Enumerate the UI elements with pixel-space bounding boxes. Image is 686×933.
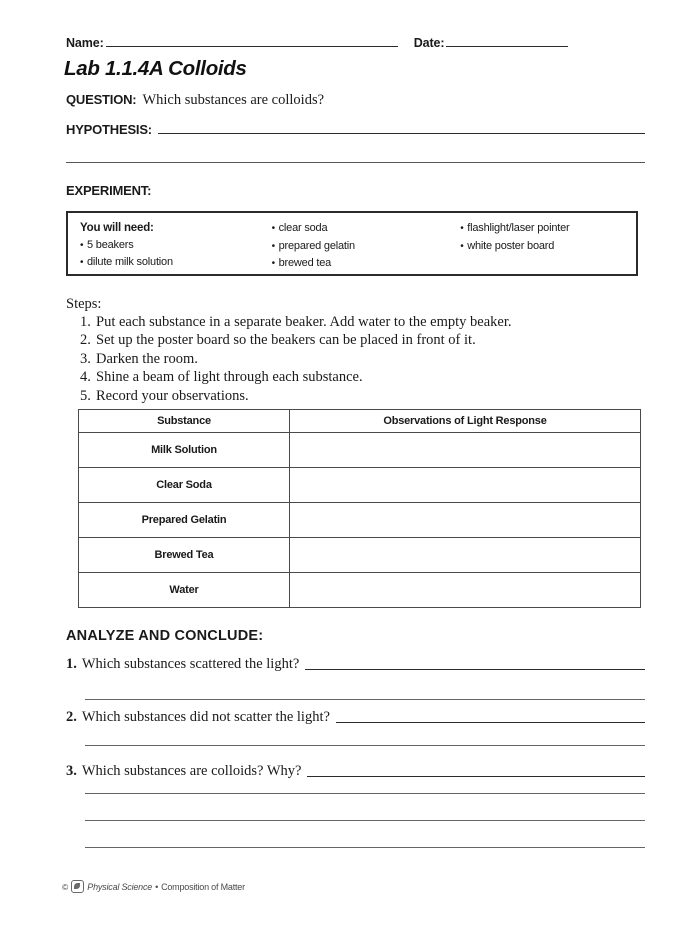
page-title: Lab 1.1.4A Colloids [64, 57, 247, 80]
cell-observation[interactable] [290, 433, 641, 468]
step-item [66, 350, 646, 368]
question-label: QUESTION: [66, 92, 137, 107]
answer-write-line[interactable] [85, 745, 645, 746]
step-number: 3. [80, 350, 91, 367]
step-number: 2. [80, 332, 91, 349]
cell-observation[interactable] [290, 468, 641, 503]
material-item [272, 255, 461, 273]
table-row [79, 468, 641, 503]
table-header-row [79, 410, 641, 433]
date-label: Date: [413, 36, 445, 50]
date-write-line[interactable] [446, 46, 568, 47]
step-text: Darken the room. [96, 350, 198, 367]
material-label: clear soda [278, 222, 328, 234]
step-item [66, 313, 646, 331]
step-item [66, 387, 646, 405]
question-row [66, 92, 646, 109]
column-header-substance: Substance [79, 410, 290, 433]
materials-column-1 [68, 220, 272, 274]
step-number: 5. [80, 387, 91, 404]
table-row [79, 538, 641, 573]
analyze-section-label: ANALYZE AND CONCLUDE: [66, 628, 264, 644]
question-text: Which substances are colloids? Why? [81, 763, 302, 779]
answer-write-line[interactable] [85, 847, 645, 848]
analyze-question-3 [66, 763, 645, 780]
materials-column-3 [460, 220, 636, 274]
footer [62, 880, 245, 893]
step-item [66, 368, 646, 386]
cell-observation[interactable] [290, 573, 641, 608]
question-text: Which substances did not scatter the light? [81, 709, 330, 725]
answer-write-line[interactable] [85, 793, 645, 794]
bullet-icon: • [460, 240, 464, 252]
question-number: 2. [66, 709, 77, 725]
leaf-logo-icon [71, 880, 84, 893]
analyze-question-1 [66, 656, 645, 673]
materials-column-2 [272, 220, 461, 274]
answer-write-line[interactable] [85, 699, 645, 700]
step-item [66, 331, 646, 349]
name-label: Name: [66, 36, 104, 50]
bullet-icon: • [460, 223, 464, 234]
hypothesis-row [66, 122, 645, 137]
cell-observation[interactable] [290, 503, 641, 538]
cell-observation[interactable] [290, 538, 641, 573]
step-number: 1. [80, 314, 91, 330]
material-item [460, 238, 636, 256]
answer-write-line[interactable] [305, 669, 645, 670]
name-date-row [66, 36, 646, 50]
footer-book-title: Physical Science [87, 881, 153, 892]
hypothesis-label: HYPOTHESIS: [66, 122, 152, 137]
name-write-line[interactable] [106, 46, 398, 47]
steps-section [66, 295, 646, 405]
answer-write-line[interactable] [336, 722, 645, 723]
table-row [79, 573, 641, 608]
footer-unit-title: Composition of Matter [161, 881, 245, 892]
question-number: 3. [66, 763, 77, 779]
question-text: Which substances are colloids? [142, 92, 325, 108]
footer-separator: • [155, 881, 159, 892]
material-item [460, 220, 636, 238]
material-item [80, 254, 272, 272]
bullet-icon: • [80, 239, 84, 251]
step-text: Set up the poster board so the beakers can be placed in front of it. [96, 332, 476, 349]
cell-substance: Brewed Tea [79, 538, 290, 573]
material-label: prepared gelatin [278, 239, 355, 252]
material-label: 5 beakers [87, 238, 134, 251]
material-item [80, 237, 272, 255]
question-text: Which substances scattered the light? [81, 656, 300, 672]
material-label: white poster board [467, 239, 555, 252]
material-label: dilute milk solution [87, 256, 173, 268]
cell-substance: Water [79, 573, 290, 608]
steps-heading: Steps: [66, 296, 102, 312]
table-row [79, 433, 641, 468]
analyze-question-2 [66, 709, 645, 726]
experiment-label: EXPERIMENT: [66, 183, 152, 198]
column-header-observations: Observations of Light Response [290, 410, 641, 433]
step-text: Record your observations. [96, 387, 249, 404]
table-row [79, 503, 641, 538]
bullet-icon: • [271, 258, 275, 269]
answer-write-line[interactable] [85, 820, 645, 821]
cell-substance: Milk Solution [79, 433, 290, 468]
bullet-icon: • [80, 257, 84, 268]
material-item [272, 238, 461, 256]
hypothesis-write-line-2[interactable] [66, 162, 645, 163]
bullet-icon: • [271, 223, 275, 234]
answer-write-line[interactable] [307, 776, 645, 777]
step-text: Put each substance in a separate beaker. Add water to the empty beaker. [96, 314, 512, 330]
materials-box [66, 211, 638, 276]
hypothesis-write-line-1[interactable] [158, 133, 645, 134]
materials-heading: You will need: [80, 222, 154, 234]
observations-table [78, 409, 641, 608]
copyright-symbol: © [62, 881, 69, 892]
question-number: 1. [66, 656, 77, 672]
material-label: brewed tea [278, 257, 332, 269]
cell-substance: Clear Soda [79, 468, 290, 503]
step-text: Shine a beam of light through each substance. [96, 369, 363, 386]
cell-substance: Prepared Gelatin [79, 503, 290, 538]
bullet-icon: • [271, 240, 275, 252]
material-label: flashlight/laser pointer [467, 222, 570, 234]
material-item [272, 220, 461, 238]
step-number: 4. [80, 369, 91, 386]
